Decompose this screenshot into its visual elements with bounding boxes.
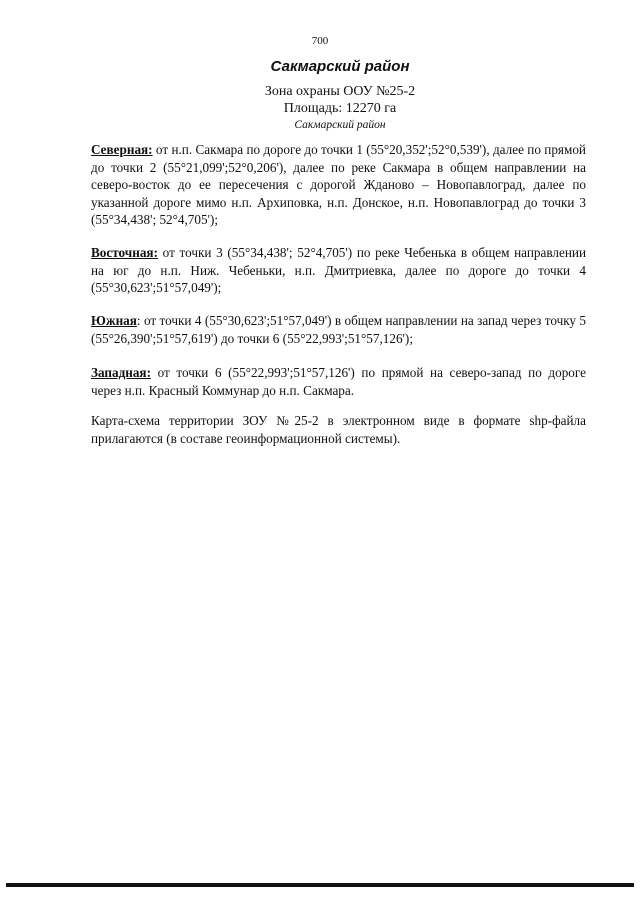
boundary-north-heading: Северная:: [91, 142, 153, 157]
boundary-north-text: от н.п. Сакмара по дороге до точки 1 (55°20,352';52°0,539'), далее по прямой до точки 2 (55°21,099';52°0,206'), далее по реке Сакмара в общем направлении на северо-восток до ее пересечения с дорогой Жданово – Новопавлоград, далее по указанной дороге мимо н.п. Архиповка, н.п. Донское, н.п. Новопавлоград до точки 3 (55°34,438'; 52°4,705');: [91, 142, 586, 227]
district-title: Сакмарский район: [270, 58, 410, 75]
boundary-east-text: от точки 3 (55°34,438'; 52°4,705') по реке Чебенька в общем направлении на юг до н.п. Ниж. Чебеньки, н.п. Дмитриевка, далее по дороге до точки 4 (55°30,623';51°57,049');: [91, 245, 586, 295]
boundary-west-text: от точки 6 (55°22,993';51°57,126') по прямой на северо-запад по дороге через н.п. Красный Коммунар до н.п. Сакмара.: [91, 365, 586, 398]
boundary-east: [91, 244, 586, 297]
boundary-east-heading: Восточная:: [91, 245, 158, 260]
boundary-north: [91, 141, 586, 229]
boundary-west: [91, 364, 586, 399]
boundary-south-text: : от точки 4 (55°30,623';51°57,049') в общем направлении на запад через точку 5 (55°26,390';51°57,619') до точки 6 (55°22,993';51°57,126');: [91, 313, 586, 346]
boundary-south-heading: Южная: [91, 313, 137, 328]
map-note: Карта-схема территории ЗОУ №25-2 в электронном виде в формате shp-файла прилагаются (в составе геоинформационной системы).: [91, 413, 586, 446]
boundary-west-heading: Западная:: [91, 365, 151, 380]
district-subtitle: Сакмарский район: [294, 119, 386, 131]
page-number: 700: [311, 35, 329, 47]
zone-name: Зона охраны ООУ №25-2: [264, 84, 416, 99]
area-value: Площадь: 12270 га: [283, 101, 397, 116]
boundary-south: [91, 312, 586, 347]
footer-divider: [6, 883, 634, 887]
